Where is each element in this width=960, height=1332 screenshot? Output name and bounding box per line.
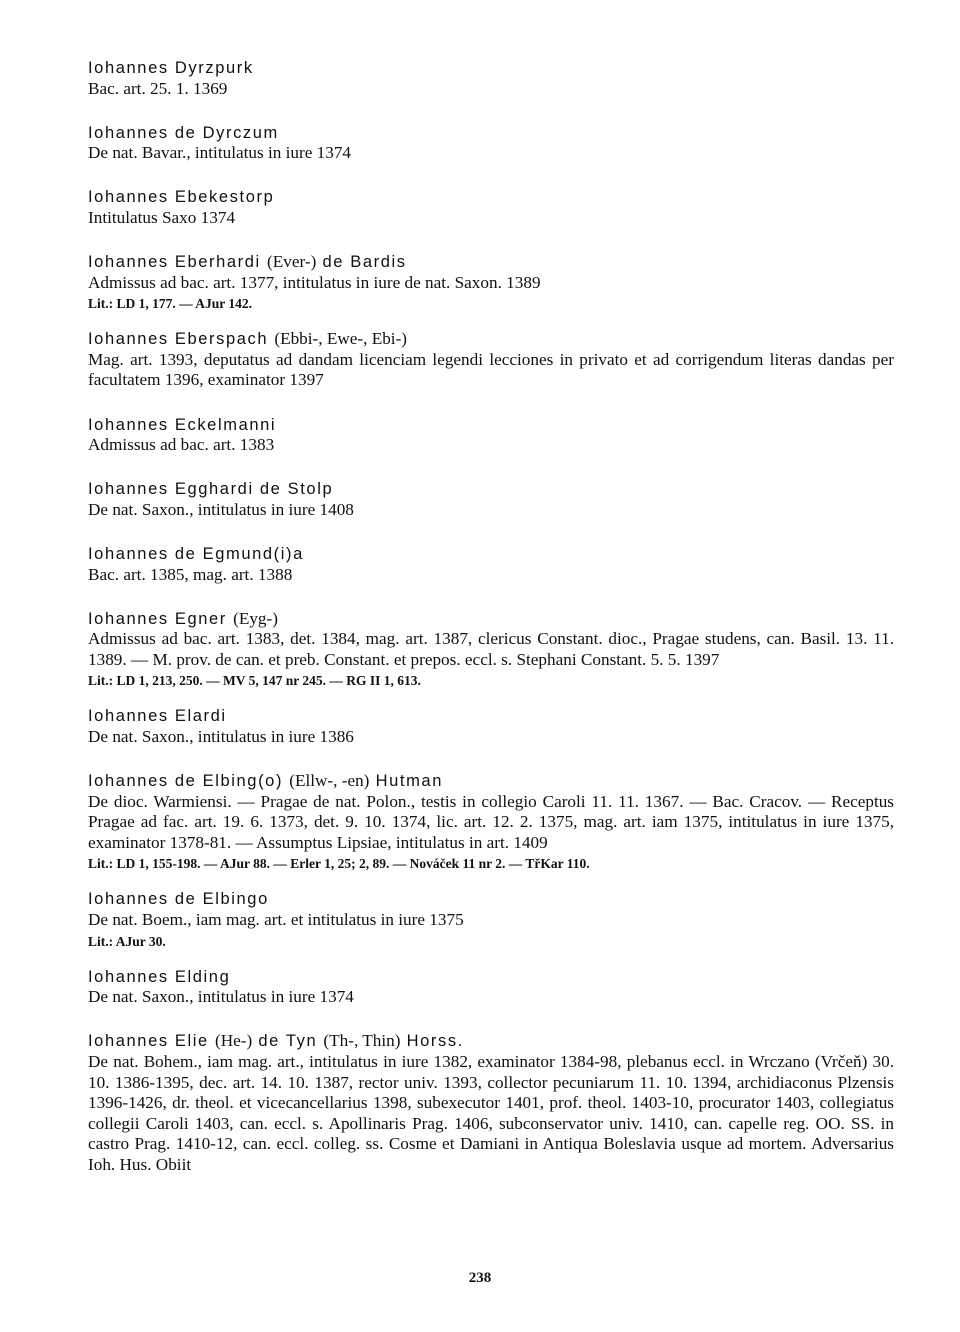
entry-name-variant: (Ellw-, -en) xyxy=(289,771,370,791)
entry xyxy=(88,329,894,391)
entry xyxy=(88,1031,894,1175)
entry xyxy=(88,252,894,313)
entry-name xyxy=(88,771,894,792)
entry-text: Admissus ad bac. art. 1377, intitulatus in iure de nat. Saxon. 1389 xyxy=(88,272,541,292)
entry-name: Iohannes de Elbingo xyxy=(88,890,269,909)
entry-name: Iohannes de Egmund(i)a xyxy=(88,544,304,563)
entry-literature: Lit.: LD 1, 155-198. — AJur 88. — Erler 1, 25; 2, 89. — Nováček 11 nr 2. — TřKar 110. xyxy=(88,856,590,872)
entry-name-main: Iohannes Egner xyxy=(88,609,227,628)
entry-name-tail: Hutman xyxy=(375,772,443,791)
entry-name-main: Iohannes Elie xyxy=(88,1032,209,1051)
entry-name xyxy=(88,329,894,350)
entry-literature: Lit.: LD 1, 213, 250. — MV 5, 147 nr 245. — RG II 1, 613. xyxy=(88,673,421,689)
page-number: 238 xyxy=(468,1270,492,1286)
entry xyxy=(88,187,894,228)
entry-name-main: Iohannes Eberspach xyxy=(88,330,269,349)
entry-name: Iohannes de Dyrczum xyxy=(88,123,279,142)
entry xyxy=(88,706,894,747)
entry-text: De nat. Saxon., intitulatus in iure 1386 xyxy=(88,726,354,746)
entry-name-main: Iohannes de Elbing(o) xyxy=(88,772,284,791)
entry-name xyxy=(88,1031,894,1052)
entry-text: Admissus ad bac. art. 1383, det. 1384, mag. art. 1387, clericus Constant. dioc., Pragae studens, can. Basil. 13. 11. 1389. — M. prov. de can. et preb. Constant. et prepos. eccl. s. Stephani Constant. 5. 5. 1397 xyxy=(88,629,894,669)
entry-text: De nat. Saxon., intitulatus in iure 1408 xyxy=(88,499,354,519)
entry xyxy=(88,609,894,691)
entry-name: Iohannes Dyrzpurk xyxy=(88,59,254,77)
entry-name: Iohannes Ebekestorp xyxy=(88,188,275,207)
entry-text: Mag. art. 1393, deputatus ad dandam licenciam legendi lecciones in privato et ad corrigendum literas dandas per facultatem 1396, examinator 1397 xyxy=(88,349,894,390)
entry-name xyxy=(88,252,894,273)
entry-name-variant: (Ebbi-, Ewe-, Ebi-) xyxy=(274,329,408,349)
entry xyxy=(88,544,894,585)
entry-name-tail: Horss. xyxy=(406,1032,464,1051)
entry-name-mid: de Tyn xyxy=(258,1032,318,1051)
entry xyxy=(88,889,894,950)
entry xyxy=(88,58,894,99)
dictionary-page xyxy=(88,58,894,1199)
entry-name-variant: (He-) xyxy=(214,1031,253,1051)
entry-text: Admissus ad bac. art. 1383 xyxy=(88,435,275,455)
entry-text: De nat. Boem., iam mag. art. et intitulatus in iure 1375 xyxy=(88,910,464,930)
entry-name: Iohannes Eckelmanni xyxy=(88,415,277,434)
entry xyxy=(88,771,894,873)
entry-name: Iohannes Egghardi de Stolp xyxy=(88,480,334,499)
entry-name-variant: (Eyg-) xyxy=(233,608,278,628)
entry-text: Bac. art. 1385, mag. art. 1388 xyxy=(88,564,293,584)
entry-text: Intitulatus Saxo 1374 xyxy=(88,207,236,227)
entry-name-main: Iohannes Eberhardi xyxy=(88,253,261,272)
entry xyxy=(88,415,894,456)
entry-name xyxy=(88,609,894,630)
entry-text: De dioc. Warmiensi. — Pragae de nat. Polon., testis in collegio Caroli 11. 11. 1367. — Bac. Cracov. — Receptus Pragae ad fac. art. 19. 6. 1373, det. 9. 10. 1374, lic. art. 12. 2. 1375, mag. art. iam 1375, intitulatus in iure 1375, examinator 1378-81. — Assumptus Lipsiae, intitulatus in art. 1409 xyxy=(88,791,894,852)
entry-text: De nat. Saxon., intitulatus in iure 1374 xyxy=(88,987,354,1007)
entry-literature: Lit.: AJur 30. xyxy=(88,933,166,949)
entry-name-variant: (Ever-) xyxy=(267,252,317,272)
entry xyxy=(88,479,894,520)
entry-name: Iohannes Elding xyxy=(88,967,231,986)
entry-name-tail: de Bardis xyxy=(322,253,407,272)
entry-name-variant-2: (Th-, Thin) xyxy=(323,1031,401,1051)
entry-text: De nat. Bohem., iam mag. art., intitulatus in iure 1382, examinator 1384-98, plebanus eccl. in Wrczano (Vrčeň) 30. 10. 1386-1395, dec. art. 14. 10. 1387, rector univ. 1393, collector pecuniarum 11. 10. 1394, archidiaconus Plzensis 1396-1426, dr. theol. et vicecancellarius 1398, subexecutor 1401, prof. theol. 1403-10, procurator 1403, collegiatus collegii Caroli 1403, can. eccl. s. Apollinaris Prag. 1406, subconservator univ. 1410, can. capelle reg. OO. SS. in castro Prag. 1410-12, can. eccl. colleg. ss. Cosme et Damiani in Antiqua Boleslavia usque ad mortem. Adversarius Ioh. Hus. Obiit xyxy=(88,1051,894,1174)
entry-literature: Lit.: LD 1, 177. — AJur 142. xyxy=(88,296,253,312)
entry xyxy=(88,967,894,1008)
entry-text: Bac. art. 25. 1. 1369 xyxy=(88,78,228,98)
entry xyxy=(88,123,894,164)
entry-text: De nat. Bavar., intitulatus in iure 1374 xyxy=(88,143,352,163)
entry-name: Iohannes Elardi xyxy=(88,707,227,726)
